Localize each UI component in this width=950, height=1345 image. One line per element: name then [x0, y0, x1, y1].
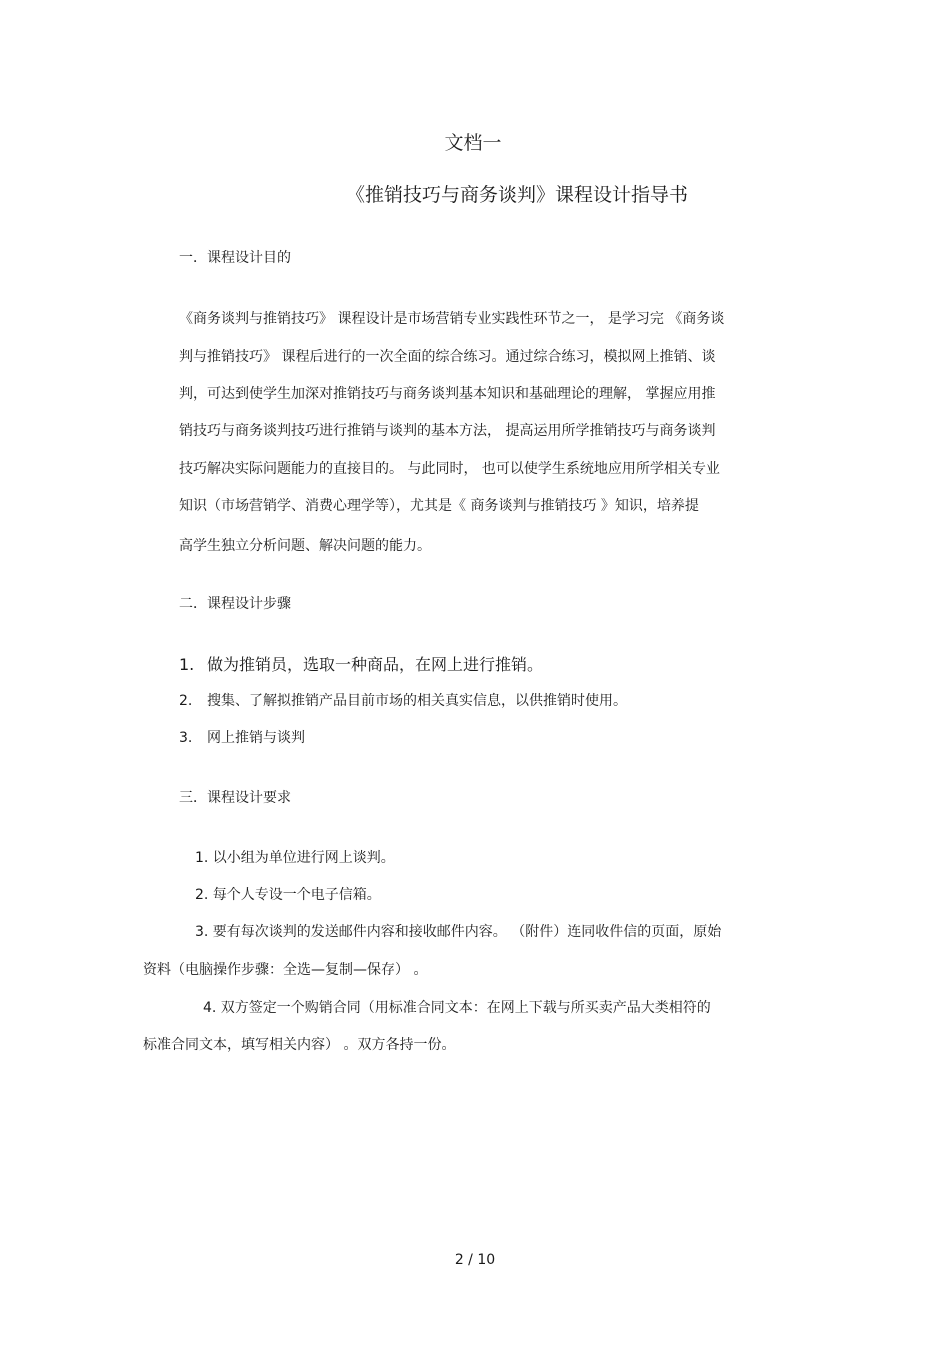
section-heading-steps: 二．课程设计步骤: [179, 596, 291, 612]
paragraph-line: 销技巧与商务谈判技巧进行推销与谈判的基本方法， 提高运用所学推销技巧与商务谈判: [179, 423, 716, 439]
section-heading-requirements: 三．课程设计要求: [179, 790, 291, 806]
step-number: 1.: [179, 655, 195, 674]
paragraph-line: 知识（市场营销学、消费心理学等），尤其是《 商务谈判与推销技巧 》知识，培养提: [179, 498, 699, 514]
document-label: 文档一: [444, 132, 502, 154]
requirement-item: 1. 以小组为单位进行网上谈判。: [195, 850, 395, 866]
step-item: [179, 652, 543, 675]
step-item: [179, 690, 627, 710]
section-heading-purpose: 一．课程设计目的: [179, 250, 291, 266]
requirement-item-continued: 标准合同文本，填写相关内容） 。双方各持一份。: [143, 1037, 456, 1053]
requirement-item: 3. 要有每次谈判的发送邮件内容和接收邮件内容。 （附件）连同收件信的页面，原始: [195, 924, 722, 940]
step-item: [179, 727, 305, 747]
paragraph-line: 判，可达到使学生加深对推销技巧与商务谈判基本知识和基础理论的理解， 掌握应用推: [179, 386, 716, 402]
paragraph-line: 高学生独立分析问题、解决问题的能力。: [179, 538, 431, 554]
step-text: 做为推销员，选取一种商品，在网上进行推销。: [207, 655, 544, 674]
paragraph-line: 判与推销技巧》 课程后进行的一次全面的综合练习。通过综合练习，模拟网上推销、谈: [179, 349, 716, 365]
requirement-item: 2. 每个人专设一个电子信箱。: [195, 887, 381, 903]
page-indicator: 2 / 10: [454, 1252, 496, 1268]
document-title: 《推销技巧与商务谈判》课程设计指导书: [346, 184, 689, 206]
requirement-item-continued: 资料（电脑操作步骤：全选—复制—保存） 。: [143, 962, 428, 978]
step-text: 网上推销与谈判: [207, 730, 305, 746]
requirement-item: 4. 双方签定一个购销合同（用标准合同文本：在网上下载与所买卖产品大类相符的: [203, 1000, 711, 1016]
step-number: 2.: [179, 693, 193, 709]
step-number: 3.: [179, 730, 193, 746]
step-text: 搜集、了解拟推销产品目前市场的相关真实信息，以供推销时使用。: [207, 693, 627, 709]
paragraph-line: 《商务谈判与推销技巧》 课程设计是市场营销专业实践性环节之一， 是学习完 《商务谈: [179, 311, 725, 327]
paragraph-line: 技巧解决实际问题能力的直接目的。 与此同时， 也可以使学生系统地应用所学相关专业: [179, 461, 720, 477]
